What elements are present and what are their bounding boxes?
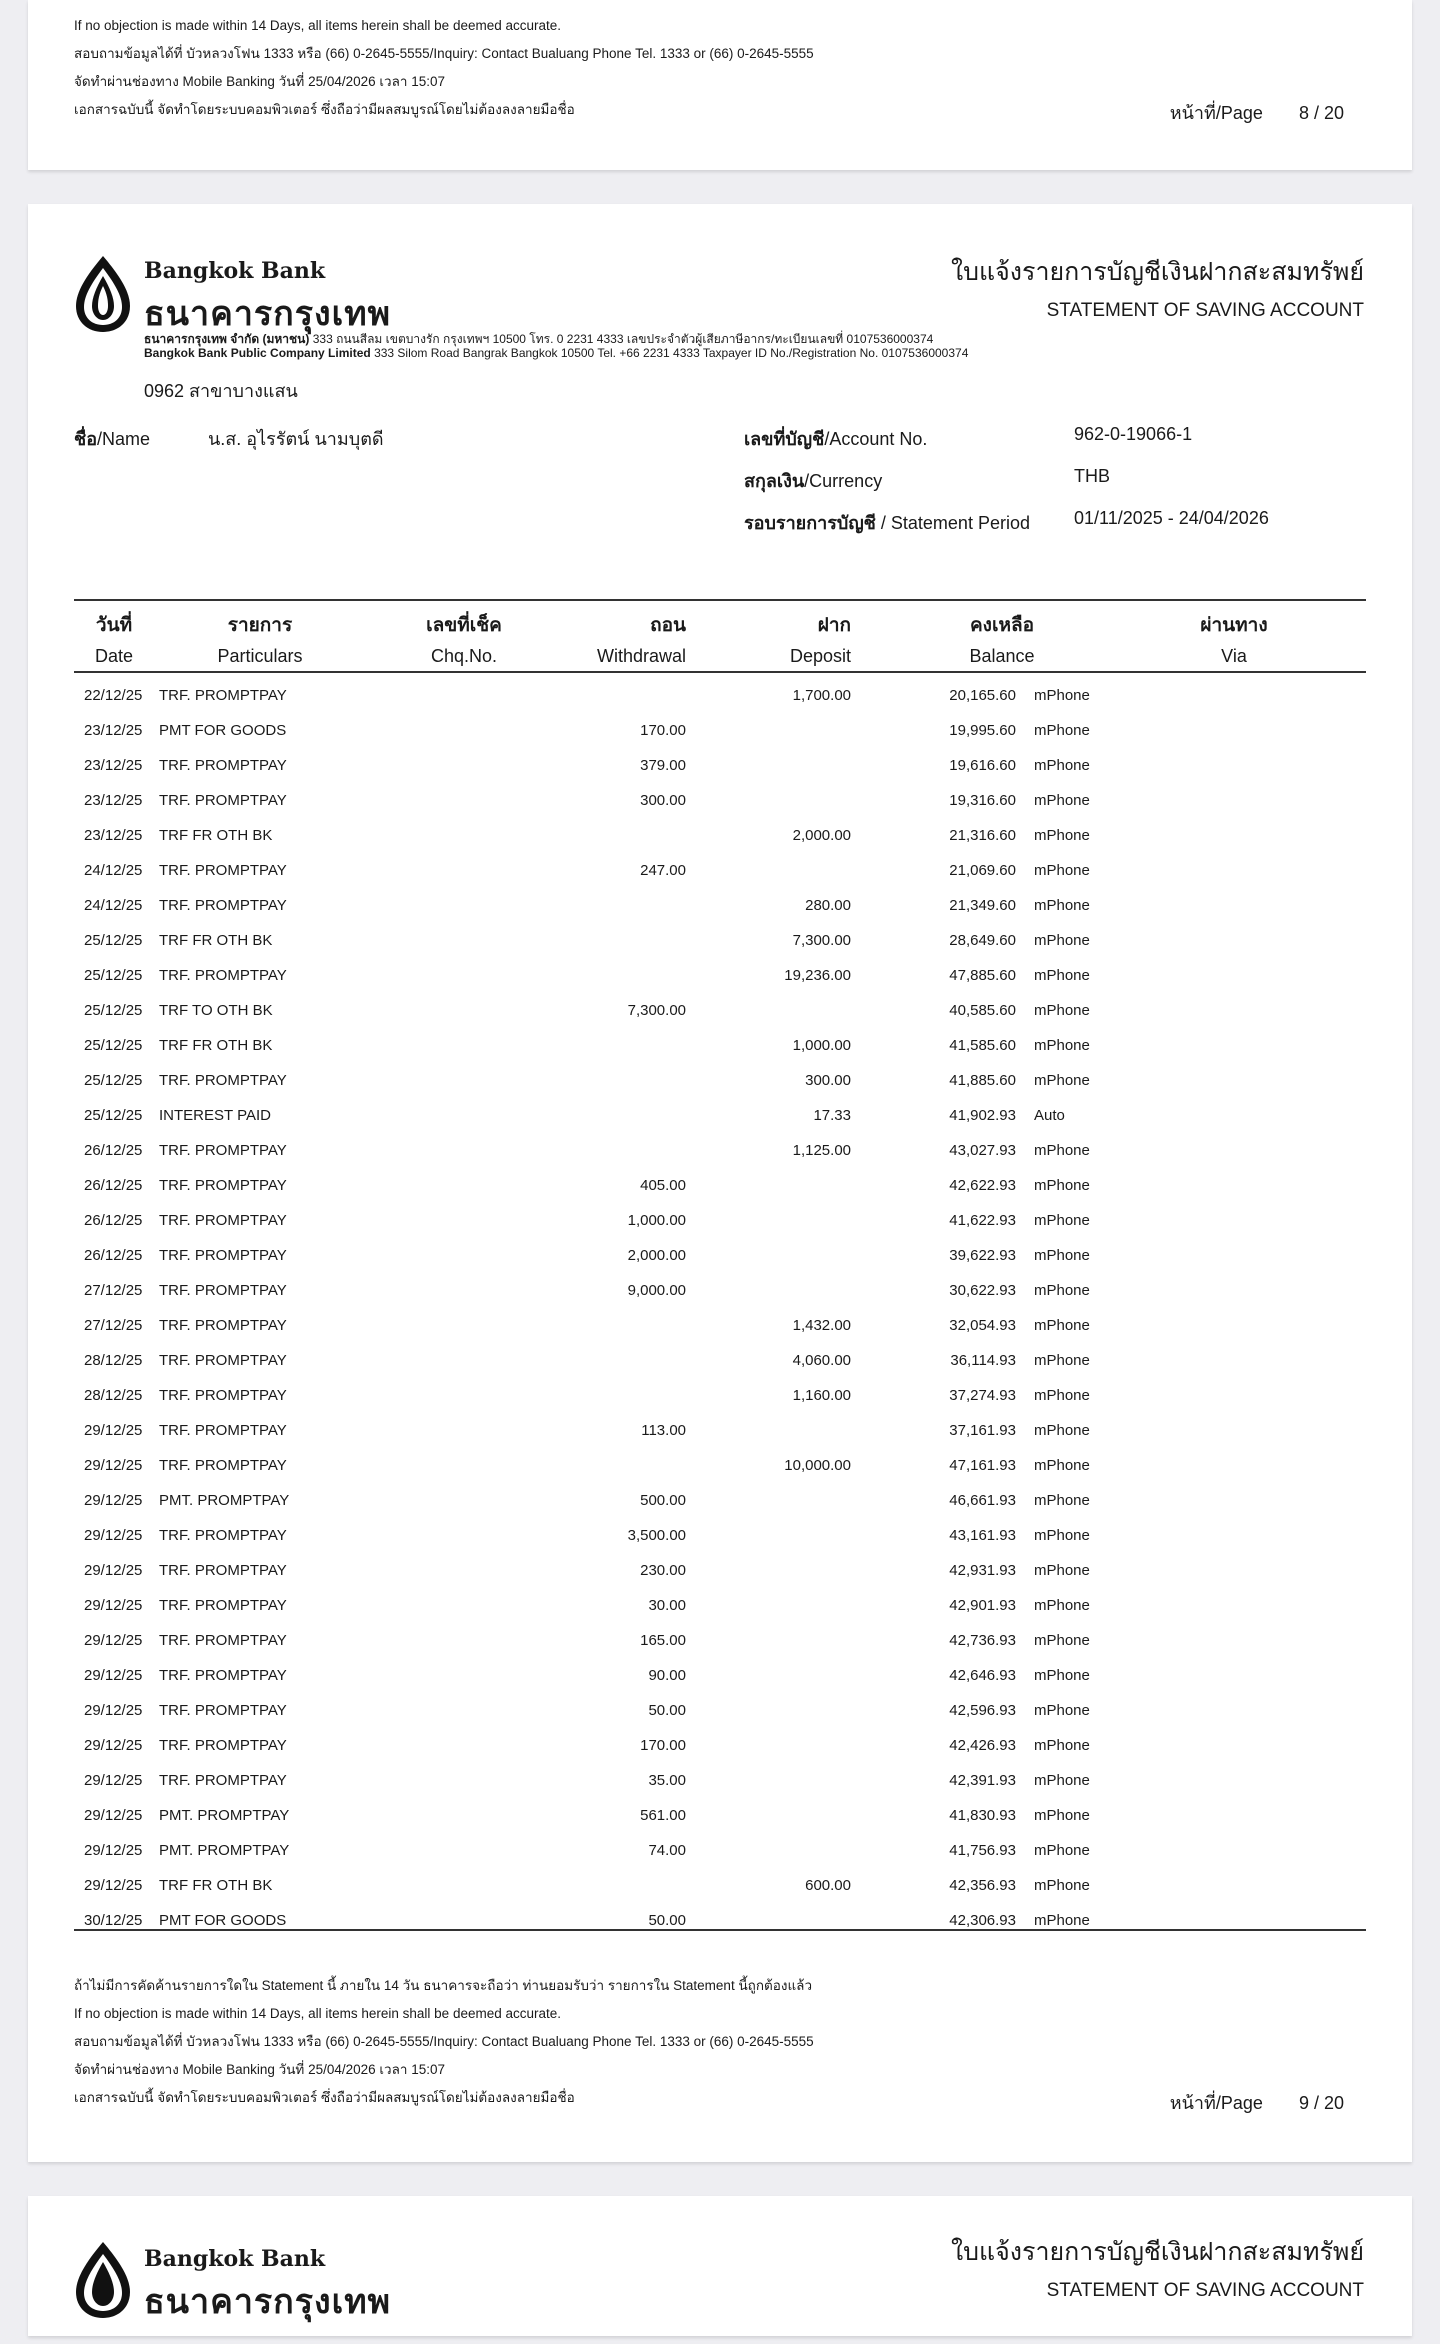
cell-deposit: 10,000.00 xyxy=(784,1457,851,1474)
cell-via: mPhone xyxy=(1034,1597,1090,1614)
cell-withdrawal: 35.00 xyxy=(648,1772,686,1789)
cell-balance: 42,931.93 xyxy=(949,1562,1016,1579)
statement-period-label: รอบรายการบัญชี / Statement Period xyxy=(744,513,1030,533)
cell-particulars: TRF. PROMPTPAY xyxy=(159,1072,287,1089)
name-label: ชื่อ/Name xyxy=(74,429,151,449)
table-row xyxy=(74,1169,1366,1204)
cell-balance: 19,316.60 xyxy=(949,792,1016,809)
cell-date: 29/12/25 xyxy=(84,1632,143,1649)
table-row xyxy=(74,1449,1366,1484)
cell-date: 26/12/25 xyxy=(84,1142,143,1159)
header-balance: คงเหลือ Balance xyxy=(969,615,1035,666)
cell-via: mPhone xyxy=(1034,687,1090,704)
statement-title-en: STATEMENT OF SAVING ACCOUNT xyxy=(1046,2280,1364,2301)
cell-particulars: TRF. PROMPTPAY xyxy=(159,967,287,984)
cell-deposit: 280.00 xyxy=(805,897,851,914)
cell-via: mPhone xyxy=(1034,1247,1090,1264)
currency-value: THB xyxy=(1074,466,1110,486)
cell-via: mPhone xyxy=(1034,932,1090,949)
cell-balance: 41,585.60 xyxy=(949,1037,1016,1054)
cell-date: 30/12/25 xyxy=(84,1912,143,1929)
footer-note-line: เอกสารฉบับนี้ จัดทำโดยระบบคอมพิวเตอร์ ซึ่งถือว่ามีผลสมบูรณ์โดยไม่ต้องลงลายมือชื่อ xyxy=(74,102,575,117)
cell-particulars: TRF FR OTH BK xyxy=(159,1877,273,1894)
cell-date: 29/12/25 xyxy=(84,1842,143,1859)
cell-withdrawal: 9,000.00 xyxy=(627,1282,686,1299)
cell-particulars: PMT FOR GOODS xyxy=(159,722,287,739)
cell-via: mPhone xyxy=(1034,1002,1090,1019)
cell-deposit: 17.33 xyxy=(813,1107,851,1124)
cell-date: 23/12/25 xyxy=(84,722,143,739)
cell-date: 29/12/25 xyxy=(84,1807,143,1824)
cell-via: mPhone xyxy=(1034,1422,1090,1439)
cell-particulars: TRF. PROMPTPAY xyxy=(159,1317,287,1334)
cell-withdrawal: 561.00 xyxy=(640,1807,686,1824)
cell-particulars: TRF. PROMPTPAY xyxy=(159,1772,287,1789)
footer-note-line: จัดทำผ่านช่องทาง Mobile Banking วันที่ 25/04/2026 เวลา 15:07 xyxy=(74,2062,445,2077)
table-row xyxy=(74,1134,1366,1169)
table-row xyxy=(74,1484,1366,1519)
cell-via: mPhone xyxy=(1034,1702,1090,1719)
cell-deposit: 7,300.00 xyxy=(792,932,851,949)
cell-date: 23/12/25 xyxy=(84,792,143,809)
cell-date: 23/12/25 xyxy=(84,827,143,844)
cell-via: mPhone xyxy=(1034,792,1090,809)
cell-date: 25/12/25 xyxy=(84,1072,143,1089)
header-via: ผ่านทาง Via xyxy=(1200,615,1268,666)
cell-particulars: TRF. PROMPTPAY xyxy=(159,1737,287,1754)
table-row xyxy=(74,1729,1366,1764)
statement-title-en: STATEMENT OF SAVING ACCOUNT xyxy=(1046,300,1364,321)
bank-name-en: Bangkok Bank xyxy=(144,258,326,284)
table-row xyxy=(74,1764,1366,1799)
cell-via: mPhone xyxy=(1034,1072,1090,1089)
cell-via: mPhone xyxy=(1034,1212,1090,1229)
page-number-value: 9 / 20 xyxy=(1298,2093,1344,2113)
cell-deposit: 1,125.00 xyxy=(792,1142,851,1159)
cell-via: mPhone xyxy=(1034,1877,1090,1894)
cell-via: mPhone xyxy=(1034,1492,1090,1509)
statement-title xyxy=(951,252,1364,322)
cell-date: 28/12/25 xyxy=(84,1352,143,1369)
cell-balance: 39,622.93 xyxy=(949,1247,1016,1264)
cell-particulars: TRF TO OTH BK xyxy=(159,1002,273,1019)
table-row xyxy=(74,1834,1366,1869)
footer-note-line: จัดทำผ่านช่องทาง Mobile Banking วันที่ 25/04/2026 เวลา 15:07 xyxy=(74,74,445,89)
bank-name-th: ธนาคารกรุงเทพ xyxy=(144,2282,392,2322)
cell-date: 26/12/25 xyxy=(84,1247,143,1264)
bank-header-next xyxy=(74,2234,474,2344)
cell-withdrawal: 50.00 xyxy=(648,1702,686,1719)
cell-via: mPhone xyxy=(1034,1562,1090,1579)
cell-balance: 19,616.60 xyxy=(949,757,1016,774)
cell-balance: 43,027.93 xyxy=(949,1142,1016,1159)
header-deposit: ฝาก Deposit xyxy=(789,615,851,666)
header-withdrawal: ถอน Withdrawal xyxy=(596,615,686,666)
table-bottom-rule xyxy=(74,1929,1366,1931)
cell-particulars: PMT FOR GOODS xyxy=(159,1912,287,1929)
branch-name: 0962 สาขาบางแสน xyxy=(144,381,298,401)
footer-note-line: If no objection is made within 14 Days, all items herein shall be deemed accurate. xyxy=(74,2006,562,2021)
table-row xyxy=(74,1309,1366,1344)
table-row xyxy=(74,784,1366,819)
cell-particulars: TRF. PROMPTPAY xyxy=(159,687,287,704)
table-row xyxy=(74,1869,1366,1904)
cell-withdrawal: 30.00 xyxy=(648,1597,686,1614)
cell-withdrawal: 7,300.00 xyxy=(627,1002,686,1019)
page-8-footer-notes xyxy=(74,12,814,124)
account-number: 962-0-19066-1 xyxy=(1074,424,1193,444)
table-row xyxy=(74,1589,1366,1624)
cell-particulars: TRF. PROMPTPAY xyxy=(159,897,287,914)
cell-balance: 42,736.93 xyxy=(949,1632,1016,1649)
bank-header xyxy=(74,248,1074,401)
cell-deposit: 1,700.00 xyxy=(792,687,851,704)
header-date: วันที่ Date xyxy=(94,615,134,666)
cell-balance: 46,661.93 xyxy=(949,1492,1016,1509)
cell-balance: 42,391.93 xyxy=(949,1772,1016,1789)
cell-withdrawal: 3,500.00 xyxy=(627,1527,686,1544)
cell-date: 23/12/25 xyxy=(84,757,143,774)
cell-particulars: TRF. PROMPTPAY xyxy=(159,1282,287,1299)
table-row xyxy=(74,959,1366,994)
cell-via: mPhone xyxy=(1034,1807,1090,1824)
cell-via: mPhone xyxy=(1034,722,1090,739)
cell-balance: 20,165.60 xyxy=(949,687,1016,704)
cell-date: 24/12/25 xyxy=(84,862,143,879)
cell-via: mPhone xyxy=(1034,1632,1090,1649)
table-header-rule xyxy=(74,671,1366,673)
cell-via: mPhone xyxy=(1034,1667,1090,1684)
cell-particulars: PMT. PROMPTPAY xyxy=(159,1842,290,1859)
bangkok-bank-lotus-logo-icon xyxy=(74,254,132,334)
cell-balance: 42,901.93 xyxy=(949,1597,1016,1614)
cell-balance: 21,349.60 xyxy=(949,897,1016,914)
cell-particulars: TRF. PROMPTPAY xyxy=(159,1352,287,1369)
statement-page-8 xyxy=(28,0,1412,170)
cell-balance: 47,885.60 xyxy=(949,967,1016,984)
cell-date: 24/12/25 xyxy=(84,897,143,914)
cell-via: mPhone xyxy=(1034,897,1090,914)
cell-withdrawal: 90.00 xyxy=(648,1667,686,1684)
table-top-rule xyxy=(74,599,1366,601)
bank-address-th: ธนาคารกรุงเทพ จำกัด (มหาชน) 333 ถนนสีลม เขตบางรัก กรุงเทพฯ 10500 โทร. 0 2231 4333 เลขประจำตัวผู้เสียภาษีอากร/ทะเบียนเลขที่ 0107536000374 xyxy=(144,332,934,346)
cell-balance: 41,830.93 xyxy=(949,1807,1016,1824)
cell-particulars: TRF FR OTH BK xyxy=(159,932,273,949)
table-row xyxy=(74,1344,1366,1379)
cell-date: 29/12/25 xyxy=(84,1877,143,1894)
cell-deposit: 600.00 xyxy=(805,1877,851,1894)
table-row xyxy=(74,1064,1366,1099)
cell-deposit: 300.00 xyxy=(805,1072,851,1089)
page-number-8 xyxy=(1170,98,1344,127)
page-9-footer-notes xyxy=(74,1972,814,2112)
cell-particulars: PMT. PROMPTPAY xyxy=(159,1807,290,1824)
cell-particulars: PMT. PROMPTPAY xyxy=(159,1492,290,1509)
cell-particulars: TRF. PROMPTPAY xyxy=(159,757,287,774)
table-row xyxy=(74,1554,1366,1589)
bank-address-en: Bangkok Bank Public Company Limited 333 Silom Road Bangrak Bangkok 10500 Tel. +66 2231 4333 Taxpayer ID No./Registration No. 0107536000374 xyxy=(144,346,969,360)
cell-particulars: INTEREST PAID xyxy=(159,1107,271,1124)
footer-note-line: สอบถามข้อมูลได้ที่ บัวหลวงโฟน 1333 หรือ (66) 0-2645-5555/Inquiry: Contact Bualuang Phone Tel. 1333 or (66) 0-2645-5555 xyxy=(74,2034,814,2049)
table-row xyxy=(74,1659,1366,1694)
cell-balance: 42,646.93 xyxy=(949,1667,1016,1684)
cell-withdrawal: 170.00 xyxy=(640,1737,686,1754)
cell-via: mPhone xyxy=(1034,1352,1090,1369)
cell-via: mPhone xyxy=(1034,1457,1090,1474)
cell-date: 29/12/25 xyxy=(84,1597,143,1614)
statement-title-th: ใบแจ้งรายการบัญชีเงินฝากสะสมทรัพย์ xyxy=(950,2238,1364,2266)
cell-date: 29/12/25 xyxy=(84,1422,143,1439)
cell-date: 25/12/25 xyxy=(84,967,143,984)
cell-date: 25/12/25 xyxy=(84,932,143,949)
table-row xyxy=(74,889,1366,924)
cell-balance: 30,622.93 xyxy=(949,1282,1016,1299)
cell-balance: 28,649.60 xyxy=(949,932,1016,949)
header-particulars: รายการ Particulars xyxy=(217,615,303,666)
bank-name-th: ธนาคารกรุงเทพ xyxy=(144,294,392,334)
cell-date: 25/12/25 xyxy=(84,1107,143,1124)
cell-particulars: TRF FR OTH BK xyxy=(159,1037,273,1054)
cell-date: 29/12/25 xyxy=(84,1702,143,1719)
cell-particulars: TRF. PROMPTPAY xyxy=(159,1422,287,1439)
cell-particulars: TRF. PROMPTPAY xyxy=(159,1562,287,1579)
cell-via: mPhone xyxy=(1034,1527,1090,1544)
footer-note-line: ถ้าไม่มีการคัดค้านรายการใดใน Statement นี้ ภายใน 14 วัน ธนาคารจะถือว่า ท่านยอมรับว่า รายการใน Statement นี้ถูกต้องแล้ว xyxy=(74,1978,813,1993)
cell-via: mPhone xyxy=(1034,1842,1090,1859)
cell-balance: 21,069.60 xyxy=(949,862,1016,879)
cell-particulars: TRF. PROMPTPAY xyxy=(159,1702,287,1719)
cell-date: 25/12/25 xyxy=(84,1002,143,1019)
cell-date: 29/12/25 xyxy=(84,1772,143,1789)
table-row xyxy=(74,1799,1366,1834)
cell-date: 28/12/25 xyxy=(84,1387,143,1404)
cell-via: mPhone xyxy=(1034,1037,1090,1054)
cell-deposit: 4,060.00 xyxy=(792,1352,851,1369)
cell-withdrawal: 405.00 xyxy=(640,1177,686,1194)
table-row xyxy=(74,714,1366,749)
cell-date: 27/12/25 xyxy=(84,1282,143,1299)
table-row xyxy=(74,1204,1366,1239)
cell-via: mPhone xyxy=(1034,967,1090,984)
cell-balance: 36,114.93 xyxy=(950,1352,1016,1369)
cell-balance: 42,356.93 xyxy=(949,1877,1016,1894)
cell-date: 29/12/25 xyxy=(84,1562,143,1579)
footer-note-line: สอบถามข้อมูลได้ที่ บัวหลวงโฟน 1333 หรือ (66) 0-2645-5555/Inquiry: Contact Bualuang Phone Tel. 1333 or (66) 0-2645-5555 xyxy=(74,46,814,61)
cell-withdrawal: 379.00 xyxy=(640,757,686,774)
cell-particulars: TRF. PROMPTPAY xyxy=(159,1142,287,1159)
cell-withdrawal: 1,000.00 xyxy=(627,1212,686,1229)
cell-via: mPhone xyxy=(1034,1912,1090,1929)
cell-particulars: TRF. PROMPTPAY xyxy=(159,792,287,809)
cell-via: mPhone xyxy=(1034,1737,1090,1754)
table-row xyxy=(74,749,1366,784)
table-row xyxy=(74,819,1366,854)
cell-particulars: TRF. PROMPTPAY xyxy=(159,1457,287,1474)
cell-balance: 32,054.93 xyxy=(949,1317,1016,1334)
cell-balance: 43,161.93 xyxy=(949,1527,1016,1544)
cell-date: 22/12/25 xyxy=(84,687,143,704)
statement-title-next xyxy=(951,2232,1364,2302)
cell-via: mPhone xyxy=(1034,1142,1090,1159)
cell-particulars: TRF. PROMPTPAY xyxy=(159,1597,287,1614)
transaction-rows xyxy=(74,679,1366,1939)
cell-date: 27/12/25 xyxy=(84,1317,143,1334)
cell-via: mPhone xyxy=(1034,862,1090,879)
table-row xyxy=(74,924,1366,959)
table-row xyxy=(74,1274,1366,1309)
table-row xyxy=(74,1694,1366,1729)
cell-withdrawal: 170.00 xyxy=(640,722,686,739)
statement-title-th: ใบแจ้งรายการบัญชีเงินฝากสะสมทรัพย์ xyxy=(950,258,1364,286)
cell-balance: 41,756.93 xyxy=(949,1842,1016,1859)
cell-balance: 42,622.93 xyxy=(949,1177,1016,1194)
cell-via: mPhone xyxy=(1034,1282,1090,1299)
cell-particulars: TRF. PROMPTPAY xyxy=(159,1632,287,1649)
cell-withdrawal: 50.00 xyxy=(648,1912,686,1929)
cell-particulars: TRF. PROMPTPAY xyxy=(159,1247,287,1264)
statement-page-9 xyxy=(28,204,1412,2162)
table-row xyxy=(74,1099,1366,1134)
statement-page-10 xyxy=(28,2196,1412,2336)
table-row xyxy=(74,1904,1366,1939)
cell-withdrawal: 247.00 xyxy=(640,862,686,879)
cell-withdrawal: 300.00 xyxy=(640,792,686,809)
cell-withdrawal: 500.00 xyxy=(640,1492,686,1509)
cell-balance: 37,274.93 xyxy=(949,1387,1016,1404)
header-cheque-no: เลขที่เช็ค Chq.No. xyxy=(426,615,502,666)
bank-name-en: Bangkok Bank xyxy=(144,2246,326,2272)
cell-withdrawal: 74.00 xyxy=(648,1842,686,1859)
cell-via: mPhone xyxy=(1034,757,1090,774)
cell-withdrawal: 113.00 xyxy=(641,1422,686,1439)
cell-particulars: TRF. PROMPTPAY xyxy=(159,1667,287,1684)
bangkok-bank-lotus-logo-icon xyxy=(74,2240,132,2320)
cell-balance: 42,426.93 xyxy=(949,1737,1016,1754)
cell-particulars: TRF FR OTH BK xyxy=(159,827,273,844)
table-row xyxy=(74,854,1366,889)
table-row xyxy=(74,1239,1366,1274)
cell-balance: 42,596.93 xyxy=(949,1702,1016,1719)
cell-balance: 41,885.60 xyxy=(949,1072,1016,1089)
cell-balance: 41,902.93 xyxy=(949,1107,1016,1124)
table-row xyxy=(74,1414,1366,1449)
cell-deposit: 2,000.00 xyxy=(792,827,851,844)
cell-via: Auto xyxy=(1034,1107,1065,1124)
cell-date: 29/12/25 xyxy=(84,1457,143,1474)
cell-via: mPhone xyxy=(1034,827,1090,844)
cell-date: 29/12/25 xyxy=(84,1667,143,1684)
cell-balance: 47,161.93 xyxy=(949,1457,1016,1474)
account-no-label: เลขที่บัญชี/Account No. xyxy=(744,429,928,449)
cell-particulars: TRF. PROMPTPAY xyxy=(159,862,287,879)
currency-label: สกุลเงิน/Currency xyxy=(744,471,883,491)
cell-deposit: 1,432.00 xyxy=(792,1317,851,1334)
footer-note-line: เอกสารฉบับนี้ จัดทำโดยระบบคอมพิวเตอร์ ซึ่งถือว่ามีผลสมบูรณ์โดยไม่ต้องลงลายมือชื่อ xyxy=(74,2090,575,2105)
table-row xyxy=(74,679,1366,714)
table-row xyxy=(74,1379,1366,1414)
cell-particulars: TRF. PROMPTPAY xyxy=(159,1177,287,1194)
table-row xyxy=(74,1624,1366,1659)
cell-date: 26/12/25 xyxy=(84,1212,143,1229)
cell-withdrawal: 165.00 xyxy=(640,1632,686,1649)
cell-balance: 40,585.60 xyxy=(949,1002,1016,1019)
cell-balance: 42,306.93 xyxy=(949,1912,1016,1929)
cell-via: mPhone xyxy=(1034,1772,1090,1789)
table-row xyxy=(74,1029,1366,1064)
cell-via: mPhone xyxy=(1034,1177,1090,1194)
table-row xyxy=(74,1519,1366,1554)
page-number-9 xyxy=(1170,2088,1344,2117)
cell-particulars: TRF. PROMPTPAY xyxy=(159,1212,287,1229)
cell-deposit: 1,160.00 xyxy=(792,1387,851,1404)
cell-date: 29/12/25 xyxy=(84,1527,143,1544)
page-label: หน้าที่/Page xyxy=(1169,2093,1263,2113)
account-holder-name: น.ส. อุไรรัตน์ นามบุตดี xyxy=(208,429,384,449)
cell-balance: 41,622.93 xyxy=(949,1212,1016,1229)
cell-particulars: TRF. PROMPTPAY xyxy=(159,1387,287,1404)
cell-balance: 21,316.60 xyxy=(949,827,1016,844)
cell-date: 29/12/25 xyxy=(84,1492,143,1509)
cell-withdrawal: 2,000.00 xyxy=(627,1247,686,1264)
cell-balance: 37,161.93 xyxy=(949,1422,1016,1439)
cell-deposit: 19,236.00 xyxy=(784,967,851,984)
cell-date: 26/12/25 xyxy=(84,1177,143,1194)
cell-date: 29/12/25 xyxy=(84,1737,143,1754)
cell-date: 25/12/25 xyxy=(84,1037,143,1054)
footer-note-line: If no objection is made within 14 Days, all items herein shall be deemed accurate. xyxy=(74,18,562,33)
cell-via: mPhone xyxy=(1034,1387,1090,1404)
statement-period-value: 01/11/2025 - 24/04/2026 xyxy=(1074,508,1269,528)
cell-withdrawal: 230.00 xyxy=(640,1562,686,1579)
cell-balance: 19,995.60 xyxy=(949,722,1016,739)
cell-deposit: 1,000.00 xyxy=(792,1037,851,1054)
cell-particulars: TRF. PROMPTPAY xyxy=(159,1527,287,1544)
table-row xyxy=(74,994,1366,1029)
page-number-value: 8 / 20 xyxy=(1298,103,1344,123)
page-label: หน้าที่/Page xyxy=(1169,103,1263,123)
cell-via: mPhone xyxy=(1034,1317,1090,1334)
